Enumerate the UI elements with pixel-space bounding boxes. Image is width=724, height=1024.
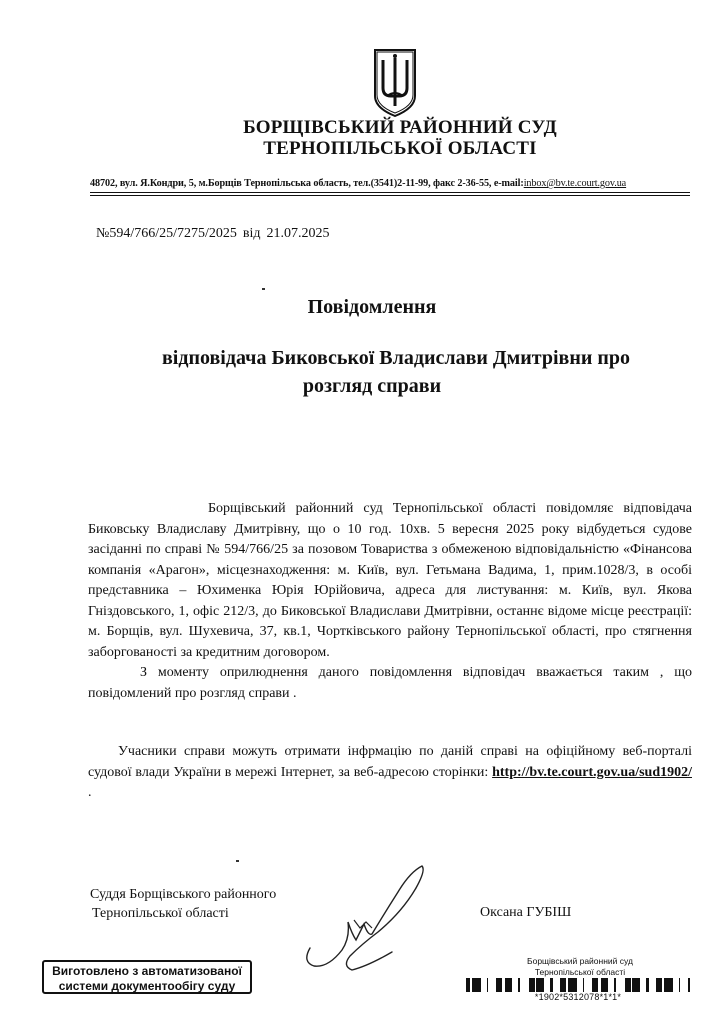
- barcode-bar: [478, 978, 481, 992]
- barcode-bar: [626, 978, 628, 992]
- body-paragraph-2: З моменту оприлюднення даного повідомлення відповідач вважається таким , що повідомлений про розгляд справи .: [88, 665, 692, 701]
- barcode-bar: [562, 978, 565, 992]
- barcode-bar: [506, 978, 508, 992]
- barcode-bar: [496, 978, 499, 992]
- body-paragraph-3-end: .: [88, 785, 92, 800]
- barcode-label-line2: Тернопільської області: [534, 967, 626, 977]
- barcode-bar: [541, 978, 542, 992]
- barcode-bar: [614, 978, 616, 992]
- barcode-bar: [511, 978, 512, 992]
- barcode-bar: [536, 978, 538, 992]
- document-reference: [96, 226, 330, 242]
- barcode-bar: [565, 978, 566, 992]
- barcode-bar: [538, 978, 541, 992]
- barcode-bar: [532, 978, 535, 992]
- barcode-bar: [518, 978, 520, 992]
- barcode-bar: [499, 978, 500, 992]
- judge-title: [90, 885, 276, 923]
- header-divider-top: [90, 192, 690, 193]
- judge-name: Оксана ГУБІШ: [480, 905, 572, 920]
- barcode-bar: [646, 978, 649, 992]
- header-divider-bottom: [90, 195, 690, 196]
- court-name-line2: ТЕРНОПІЛЬСЬКОЇ ОБЛАСТІ: [263, 138, 537, 159]
- barcode-bar: [638, 978, 640, 992]
- barcode-text: *1902*5312078*1*1*: [534, 992, 622, 1002]
- barcode-bar: [466, 978, 469, 992]
- barcode-bar: [542, 978, 544, 992]
- body-paragraph-3: [88, 742, 692, 804]
- document-subtitle-line2: розгляд справи: [302, 375, 442, 397]
- barcode-bar: [661, 978, 662, 992]
- edms-stamp: [42, 960, 252, 994]
- barcode-bar: [679, 978, 680, 992]
- barcode-bar: [625, 978, 626, 992]
- court-address: [90, 178, 690, 189]
- barcode-bar: [668, 978, 670, 992]
- barcode-icon: [466, 978, 690, 992]
- barcode-bar: [472, 978, 475, 992]
- barcode-label-line1: Борщівський районний суд: [527, 956, 633, 966]
- court-name-line1: БОРЩІВСЬКИЙ РАЙОННИЙ СУД: [243, 117, 557, 138]
- barcode-bar: [667, 978, 668, 992]
- barcode-bar: [583, 978, 584, 992]
- barcode-bar: [634, 978, 637, 992]
- barcode-bar: [602, 978, 604, 992]
- barcode-bar: [596, 978, 598, 992]
- document-subtitle-line1: відповідача Биковської Владислави Дмитрівни про: [162, 347, 631, 369]
- edms-stamp-line2: системи документообігу суду: [58, 979, 236, 993]
- barcode-bar: [607, 978, 608, 992]
- body-paragraph-1: Борщівський районний суд Тернопільської області повідомляє відповідача Биковську Владиславу Дмитрівну, що о 10 год. 10хв. 5 вересня 2025 року відбудеться судове засіданні по справі № 594/766/25 за позовом Товариства з обмеженою відповідальністю «Фінансова компанія «Арагон», місцезнаходження: м. Київ, вул. Гетьмана Вадима, 1, прим.1028/3, в особі представника – Юхименка Юрія Юрійовича, адреса для листування: м. Київ, вул. Якова Гніздовського, 1, офіс 212/3, до Биковської Владислави Дмитрівни, останнє відоме місце реєстрації: м. Борщів, вул. Шухевича, 37, кв.1, Чортківського району Тернопільської області, про стягнення заборгованості за кредитним договором.: [88, 501, 692, 660]
- judge-title-line1: Суддя Борщівського районного: [90, 887, 277, 902]
- barcode-bar: [571, 978, 572, 992]
- barcode-bar: [529, 978, 530, 992]
- edms-stamp-line1: Виготовлено з автоматизованої: [52, 964, 242, 978]
- barcode-bar: [469, 978, 470, 992]
- barcode-bar: [658, 978, 661, 992]
- judge-title-line2: Тернопільської області: [92, 906, 229, 921]
- barcode-bar: [637, 978, 638, 992]
- scan-speck: [236, 860, 239, 862]
- barcode-bar: [475, 978, 476, 992]
- barcode-bar: [628, 978, 631, 992]
- barcode-bar: [604, 978, 607, 992]
- barcode-bar: [530, 978, 532, 992]
- barcode-bar: [670, 978, 673, 992]
- barcode-bar: [664, 978, 667, 992]
- barcode-bar: [572, 978, 574, 992]
- document-title: Повідомлення: [307, 296, 437, 318]
- barcode-bar: [508, 978, 511, 992]
- reference-date-prefix: від: [242, 226, 261, 241]
- barcode-bar: [568, 978, 571, 992]
- barcode-bar: [574, 978, 577, 992]
- barcode-bar: [601, 978, 602, 992]
- barcode-bar: [550, 978, 553, 992]
- reference-date: 21.07.2025: [266, 226, 330, 241]
- scan-speck: [262, 288, 265, 290]
- handwritten-signature-icon: [298, 862, 448, 977]
- body-paragraph-3-text: Учасники справи можуть отримати інфрмацію по даній справі на офіційному веб-порталі судової влади України в мережі Інтернет, за веб-адресою сторінки:: [88, 744, 692, 780]
- court-website-link[interactable]: http://bv.te.court.gov.ua/sud1902/: [492, 764, 692, 780]
- court-email-link[interactable]: inbox@bv.te.court.gov.ua: [523, 178, 627, 189]
- barcode-bar: [500, 978, 502, 992]
- reference-number: №594/766/25/7275/2025: [96, 226, 237, 241]
- barcode-bar: [595, 978, 596, 992]
- barcode-bar: [656, 978, 658, 992]
- barcode-bar: [688, 978, 690, 992]
- barcode-bar: [476, 978, 478, 992]
- barcode-bar: [560, 978, 562, 992]
- court-address-text: 48702, вул. Я.Кондри, 5, м.Борщів Тернопільська область, тел.(3541)2-11-99, факс 2-36-55, e-mail:: [90, 178, 524, 189]
- barcode-bar: [487, 978, 488, 992]
- trident-emblem-icon: [371, 46, 419, 118]
- barcode-bar: [632, 978, 634, 992]
- barcode-bar: [505, 978, 506, 992]
- barcode-bar: [592, 978, 595, 992]
